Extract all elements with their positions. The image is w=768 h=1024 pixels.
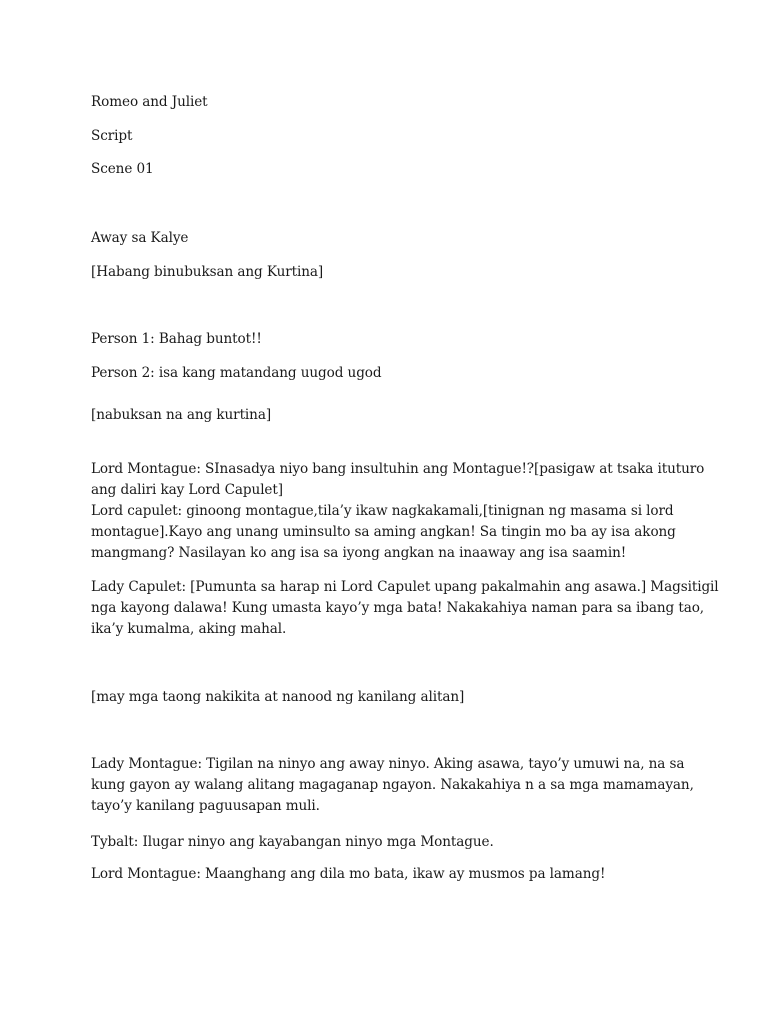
stage-direction-onlookers: [may mga taong nakikita at nanood ng kanilang alitan] — [91, 689, 465, 705]
scene-heading: Away sa Kalye — [91, 230, 189, 246]
dialogue-lady-montague — [91, 754, 694, 817]
text-line: montague].Kayo ang unang uminsulto sa aming angkan! Sa tingin mo ba ay isa akong — [91, 524, 676, 540]
text-line: kung gayon ay walang alitang magaganap ngayon. Nakakahiya n a sa mga mamamayan, — [91, 777, 694, 793]
dialogue-person-2: Person 2: isa kang matandang uugod ugod — [91, 365, 382, 381]
dialogue-montague-capulet — [91, 459, 705, 564]
stage-direction-opening: [Habang binubuksan ang Kurtina] — [91, 264, 324, 280]
text-line: nga kayong dalawa! Kung umasta kayo’y mga bata! Nakakahiya naman para sa ibang tao, — [91, 600, 705, 616]
dialogue-lady-capulet — [91, 577, 719, 640]
text-line: tayo’y kanilang paguusapan muli. — [91, 798, 320, 814]
dialogue-tybalt: Tybalt: Ilugar ninyo ang kayabangan ninyo mga Montague. — [91, 834, 494, 850]
dialogue-person-1: Person 1: Bahag buntot!! — [91, 331, 262, 347]
text-line: Lord capulet: ginoong montague,tila’y ikaw nagkakamali,[tinignan ng masama si lord — [91, 503, 674, 519]
document-title: Romeo and Juliet — [91, 94, 208, 110]
text-line: ika’y kumalma, aking mahal. — [91, 621, 287, 637]
text-line: Lord Montague: SInasadya niyo bang insultuhin ang Montague!?[pasigaw at tsaka ituturo — [91, 461, 705, 477]
stage-direction-curtain-open: [nabuksan na ang kurtina] — [91, 407, 272, 423]
dialogue-lord-montague-final: Lord Montague: Maanghang ang dila mo bata, ikaw ay musmos pa lamang! — [91, 866, 606, 882]
scene-label: Scene 01 — [91, 161, 154, 177]
document-subtitle: Script — [91, 128, 133, 144]
text-line: ang daliri kay Lord Capulet] — [91, 482, 283, 498]
text-line: mangmang? Nasilayan ko ang isa sa iyong angkan na inaaway ang isa saamin! — [91, 545, 627, 561]
text-line: Lady Montague: Tigilan na ninyo ang away ninyo. Aking asawa, tayo’y umuwi na, na sa — [91, 756, 685, 772]
text-line: Lady Capulet: [Pumunta sa harap ni Lord Capulet upang pakalmahin ang asawa.] Magsitigil — [91, 579, 719, 595]
